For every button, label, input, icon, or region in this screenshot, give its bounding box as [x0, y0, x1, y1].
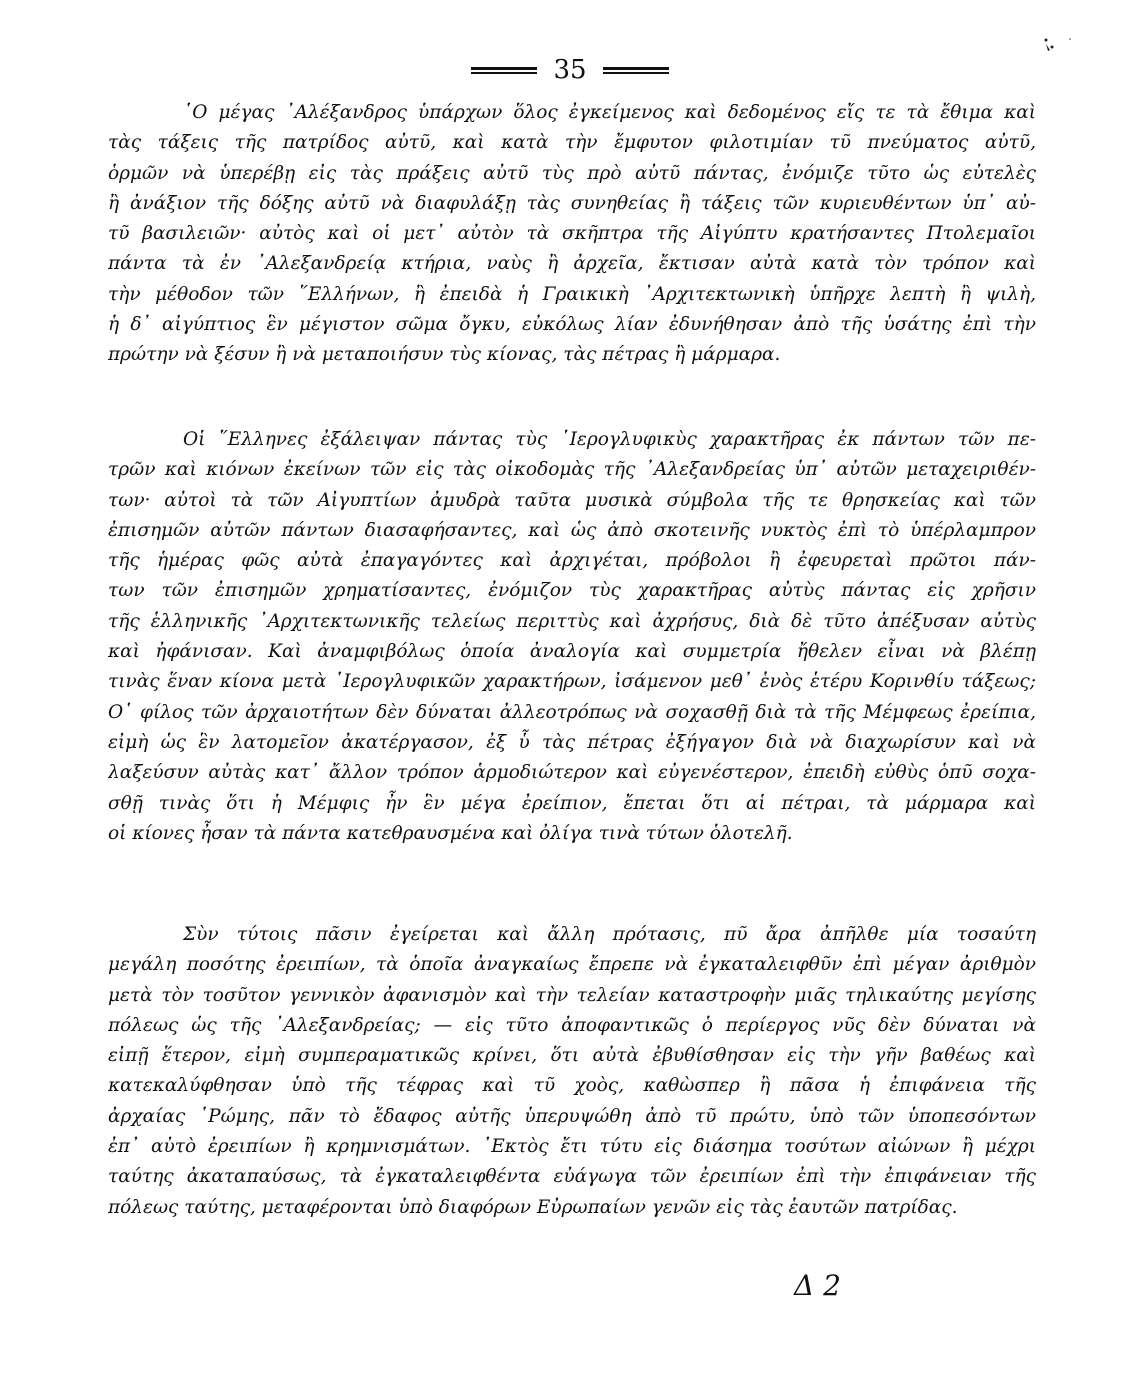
text-line: καὶ ἠφάνισαν. Καὶ ἀναμφιβόλως ὁποία ἀναλογία καὶ συμμετρία ἤθελεν εἶναι νὰ βλέπῃ	[108, 641, 1036, 663]
paragraph-1	[108, 98, 1036, 371]
text-line: πρώτην νὰ ξέσυν ἢ νὰ μεταποιήσυν τὺς κίονας, τὰς πέτρας ἢ μάρμαρα.	[108, 344, 781, 366]
signature-mark: Δ 2	[794, 1269, 841, 1302]
text-line: τῆς ἑλληνικῆς ᾿Αρχιτεκτωνικῆς τελείως περιττὺς καὶ ἀχρήσυς, διὰ δὲ τῦτο ἀπέξυσαν αὐτὺς	[108, 610, 1036, 632]
text-line: λαξεύσυν αὐτὰς κατ᾿ ἄλλον τρόπον ἁρμοδιώτερον καὶ εὐγενέστερον, ἐπειδὴ εὐθὺς ὁπῦ σοχα-	[108, 762, 1036, 784]
text-line: Οἱ ῞Ελληνες ἐξάλειψαν πάντας τὺς ῾Ιερογλυφικὺς χαρακτῆρας ἐκ πάντων τῶν πε-	[183, 429, 1036, 450]
text-line: Ο῾ φίλος τῶν ἀρχαιοτήτων δὲν δύναται ἀλλεοτρόπως νὰ σοχασθῇ διὰ τὰ τῆς Μέμφεως ἐρείπια,	[108, 701, 1036, 723]
text-line: ὁρμῶν νὰ ὑπερέβῃ εἰς τὰς πράξεις αὐτῦ τὺς πρὸ αὐτῦ πάντας, ἐνόμιζε τῦτο ὡς εὐτελὲς	[108, 162, 1036, 184]
text-line: πόλεως ὡς τῆς ᾿Αλεξανδρείας; — εἰς τῦτο ἀποφαντικῶς ὁ περίεργος νῦς δὲν δύναται νὰ	[108, 1014, 1036, 1036]
text-line: τὰς τάξεις τῆς πατρίδος αὐτῦ, καὶ κατὰ τὴν ἔμφυτον φιλοτιμίαν τῦ πνεύματος αὐτῦ,	[108, 132, 1036, 154]
text-line: ἐπισημῶν αὐτῶν πάντων διασαφήσαντες, καὶ ὡς ἀπὸ σκοτεινῆς νυκτὸς ἐπὶ τὸ ὑπέρλαμπρον	[108, 519, 1036, 541]
text-line: ταύτης ἀκαταπαύσως, τὰ ἐγκαταλειφθέντα εὐάγωγα τῶν ἐρειπίων ἐπὶ τὴν ἐπιφάνειαν τῆς	[108, 1166, 1036, 1188]
text-line: Σὺν τύτοις πᾶσιν ἐγείρεται καὶ ἄλλη πρότασις, πῦ ἄρα ἀπῆλθε μία τοσαύτη	[183, 924, 1036, 945]
text-line: ἀρχαίας ῾Ρώμης, πᾶν τὸ ἔδαφος αὐτῆς ὑπερυψώθη ἀπὸ τῦ πρώτυ, ὑπὸ τῶν ὑποπεσόντων	[108, 1105, 1036, 1127]
text-line: τῆς ἡμέρας φῶς αὐτὰ ἐπαγαγόντες καὶ ἀρχιγέται, πρόβολοι ἢ ἐφευρεταὶ πρῶτοι πάν-	[108, 550, 1036, 572]
ink-speck	[1040, 34, 1080, 64]
text-line: ῾Ο μέγας ᾿Αλέξανδρος ὑπάρχων ὅλος ἐγκείμενος καὶ δεδομένος εἴς τε τὰ ἔθιμα καὶ	[183, 102, 1036, 123]
text-line: των· αὐτοὶ τὰ τῶν Αἰγυπτίων ἀμυδρὰ ταῦτα μυσικὰ σύμβολα τῆς τε θρησκείας καὶ τῶν	[108, 489, 1036, 511]
text-line: εἰπῇ ἕτερον, εἰμὴ συμπεραματικῶς κρίνει, ὅτι αὐτὰ ἐβυθίσθησαν εἰς τὴν γῆν βαθέως καὶ	[108, 1045, 1036, 1067]
text-line: τῦ βασιλειῶν· αὐτὸς καὶ οἱ μετ᾿ αὐτὸν τὰ σκῆπτρα τῆς Αἰγύπτυ κρατήσαντες Πτολεμαῖοι	[108, 223, 1036, 245]
text-line: ἐπ᾿ αὐτὸ ἐρειπίων ἢ κρημνισμάτων. ᾿Εκτὸς ἔτι τύτυ εἰς διάσημα τοσύτων αἰώνων ἢ μέχρι	[108, 1136, 1036, 1158]
paragraph-3	[108, 920, 1036, 1223]
text-line: κατεκαλύφθησαν ὑπὸ τῆς τέφρας καὶ τῦ χοὸς, καθὼσπερ ἢ πᾶσα ἡ ἐπιφάνεια τῆς	[108, 1075, 1036, 1097]
page-number: 35	[553, 55, 587, 85]
text-line: μετὰ τὸν τοσῦτον γεννικὸν ἀφανισμὸν καὶ τὴν τελείαν καταστροφὴν μιᾶς τηλικαύτης μεγίσης	[108, 984, 1036, 1006]
text-line: πάντα τὰ ἐν ᾿Αλεξανδρείᾳ κτήρια, ναὺς ἢ ἀρχεῖα, ἔκτισαν αὐτὰ κατὰ τὸν τρόπον καὶ	[108, 253, 1036, 275]
text-line: των τῶν ἐπισημῶν χρηματίσαντες, ἐνόμιζον τὺς χαρακτῆρας αὐτὺς πάντας εἰς χρῆσιν	[108, 580, 1036, 602]
header-rule-left	[471, 67, 537, 74]
paragraph-2	[108, 425, 1036, 849]
text-line: μεγάλη ποσότης ἐρειπίων, τὰ ὁποῖα ἀναγκαίως ἔπρεπε νὰ ἐγκαταλειφθῦν ἐπὶ μέγαν ἀριθμὸν	[108, 954, 1036, 976]
text-line: εἰμὴ ὡς ἓν λατομεῖον ἀκατέργασον, ἐξ ὗ τὰς πέτρας ἐξήγαγον διὰ νὰ διαχωρίσυν καὶ νὰ	[108, 731, 1036, 753]
text-line: σθῇ τινὰς ὅτι ἡ Μέμφις ἦν ἓν μέγα ἐρείπιον, ἔπεται ὅτι αἱ πέτραι, τὰ μάρμαρα καὶ	[108, 792, 1036, 814]
text-line: πόλεως ταύτης, μεταφέρονται ὑπὸ διαφόρων Εὐρωπαίων γενῶν εἰς τὰς ἑαυτῶν πατρίδας.	[108, 1196, 958, 1218]
text-line: τινὰς ἕναν κίονα μετὰ ῾Ιερογλυφικῶν χαρακτήρων, ἰσάμενον μεθ᾿ ἑνὸς ἑτέρυ Κορινθίυ τάξεως;	[108, 671, 1036, 693]
text-line: τὴν μέθοδον τῶν ῞Ελλήνων, ἢ ἐπειδὰ ἡ Γραικικὴ ᾿Αρχιτεκτωνικὴ ὑπῆρχε λεπτὴ ἢ ψιλὴ,	[108, 283, 1036, 305]
text-line: τρῶν καὶ κιόνων ἐκείνων τῶν εἰς τὰς οἰκοδομὰς τῆς ᾿Αλεξανδρείας ὑπ᾿ αὐτῶν μεταχειριθέν-	[108, 459, 1036, 481]
text-line: ἡ δ᾿ αἰγύπτιος ἓν μέγιστον σῶμα ὄγκυ, εὐκόλως λίαν ἐδυνήθησαν ἀπὸ τῆς ὑσάτης ἐπὶ τὴν	[108, 314, 1036, 336]
text-line: οἱ κίονες ἦσαν τὰ πάντα κατεθραυσμένα καὶ ὀλίγα τινὰ τύτων ὁλοτελῆ.	[108, 822, 793, 844]
page-header	[0, 50, 1140, 90]
text-line: ἢ ἀνάξιον τῆς δόξης αὐτῦ νὰ διαφυλάξῃ τὰς συνηθείας ἢ τάξεις τῶν κυριευθέντων ὑπ᾿ αὐ-	[108, 192, 1036, 214]
header-rule-right	[603, 67, 669, 74]
